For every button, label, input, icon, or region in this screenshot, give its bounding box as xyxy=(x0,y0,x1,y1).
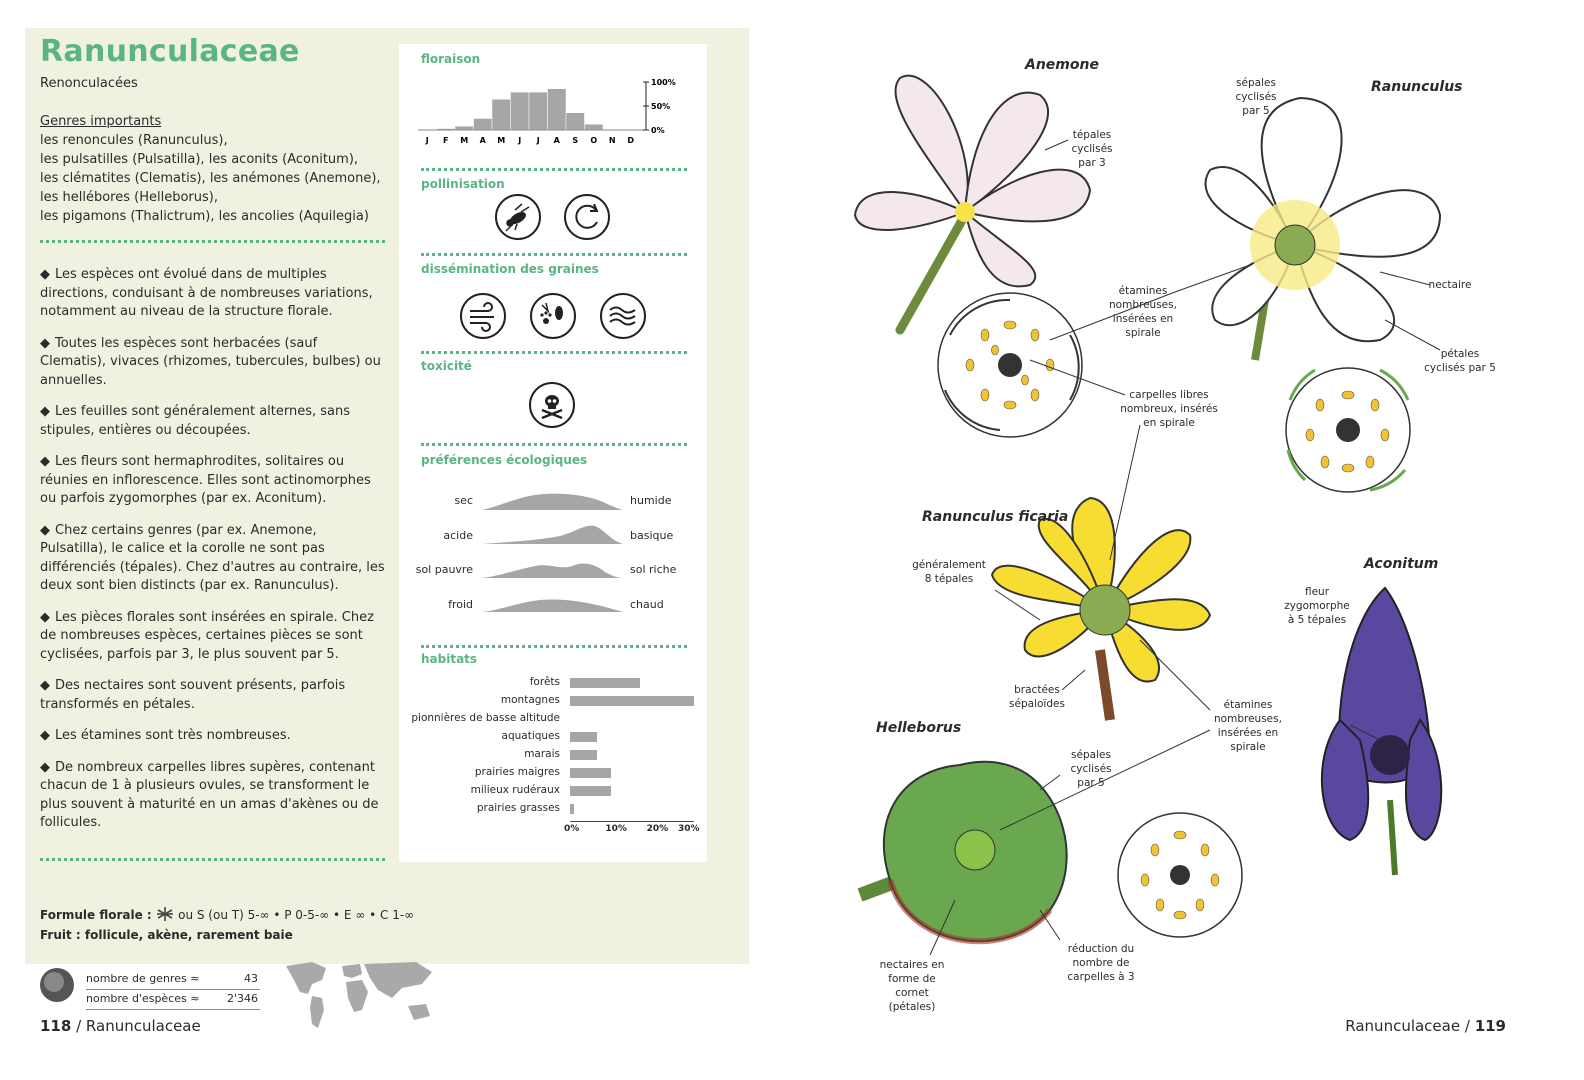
label-etamines: étamines nombreuses, insérées en spirale xyxy=(1109,285,1177,339)
flowering-bar xyxy=(529,92,548,130)
species-label-aconitum: Aconitum xyxy=(1364,556,1439,572)
stats-species-row: nombre d'espèces ≈ 2'346 xyxy=(86,992,260,1010)
eco-left-label: froid xyxy=(448,598,473,611)
genera-heading: Genres importants xyxy=(40,114,162,129)
flowering-month-label: O xyxy=(590,136,598,145)
habitat-label: aquatiques xyxy=(501,730,560,742)
wind-icon xyxy=(460,293,506,339)
flowering-y-label: 100% xyxy=(651,78,676,87)
trait-item: ◆ Toutes les espèces sont herbacées (sauf Clematis), vivaces (rhizomes, tubercules, bulbes) ou annuelles. xyxy=(40,335,381,388)
toxicity-heading: toxicité xyxy=(421,359,472,373)
ranunculus-flower xyxy=(1206,98,1440,360)
habitat-tick-label: 0% xyxy=(564,824,580,834)
eco-right-label: humide xyxy=(630,494,672,507)
trait-item: ◆ Chez certains genres (par ex. Anemone, Pulsatilla), le calice et la corolle ne sont pas différenciés (tépales). Chez d'autres au contraire, les deux sont bien distincts (par ex. Ranunculus). xyxy=(40,522,385,593)
habitat-bar xyxy=(570,750,597,760)
habitat-tick-label: 10% xyxy=(605,824,627,834)
divider xyxy=(421,645,687,648)
label-etamines-2: étamines nombreuses, insérées en spirale xyxy=(1214,699,1282,753)
trait-item: ◆ Des nectaires sont souvent présents, parfois transformés en pétales. xyxy=(40,678,346,712)
habitat-bar xyxy=(570,786,611,796)
flowering-month-label: N xyxy=(608,136,616,145)
divider xyxy=(40,858,385,861)
flowering-month-label: D xyxy=(627,136,635,145)
eco-right-label: chaud xyxy=(630,598,664,611)
flowering-chart xyxy=(418,76,688,146)
genera-line: les hellébores (Helleborus), xyxy=(40,190,218,205)
label-nectaire: nectaire xyxy=(1428,279,1472,291)
dissemination-heading: dissémination des graines xyxy=(421,262,599,276)
habitat-label: forêts xyxy=(529,676,560,688)
anemone-floral-diagram xyxy=(938,293,1082,437)
habitats-heading: habitats xyxy=(421,652,478,666)
label-sepales-5b: sépales cyclisés par 5 xyxy=(1070,749,1112,789)
divider xyxy=(421,351,687,354)
eco-right-label: basique xyxy=(630,529,674,542)
flowering-month-label: M xyxy=(497,136,506,145)
habitat-bar xyxy=(570,804,574,814)
divider xyxy=(421,253,687,256)
habitat-bar xyxy=(570,768,611,778)
trait-item: ◆ Les fleurs sont hermaphrodites, solitaires ou réunies en inflorescence. Elles sont actinomorphes ou parfois zygomorphes (par ex. Aconitum). xyxy=(40,454,371,506)
flowering-month-label: J xyxy=(536,136,540,145)
species-label-ficaria: Ranunculus ficaria xyxy=(922,509,1069,525)
ranunculus-floral-diagram xyxy=(1286,368,1410,492)
formula-text: ou S (ou T) 5-∞ • P 0-5-∞ • E ∞ • C 1-∞ xyxy=(178,908,415,922)
divider xyxy=(421,168,687,171)
ecology-heading: préférences écologiques xyxy=(421,453,588,467)
habitat-label: prairies grasses xyxy=(476,802,560,814)
habitat-bar xyxy=(570,678,640,688)
trait-item: ◆ Les espèces ont évolué dans de multiples directions, conduisant à de nombreuses variations, notamment au niveau de la structure florale. xyxy=(40,267,373,319)
habitat-axis xyxy=(570,821,694,822)
animal-icon xyxy=(530,293,576,339)
eco-curve-humidity xyxy=(482,494,623,510)
label-fleur-zygomorphe: fleur zygomorphe à 5 tépales xyxy=(1284,586,1350,626)
eco-left-label: sol pauvre xyxy=(415,563,473,576)
habitat-bar xyxy=(570,696,694,706)
habitat-bar xyxy=(570,732,597,742)
label-petales-5: pétales cyclisés par 5 xyxy=(1424,348,1496,374)
habitat-label: pionnières de basse altitude xyxy=(411,712,560,724)
family-subtitle: Renonculacées xyxy=(40,76,138,91)
flowering-heading: floraison xyxy=(421,52,481,66)
flowering-month-label: A xyxy=(479,136,486,145)
globe-highlight xyxy=(44,972,64,992)
flowering-bar xyxy=(548,89,567,130)
water-icon xyxy=(600,293,646,339)
trait-item: ◆ Les pièces florales sont insérées en spirale. Chez de nombreuses espèces, certaines pièces se sont cyclisées, parfois par 3, le plus souvent par 5. xyxy=(40,609,374,662)
formula-label: Formule florale : xyxy=(40,908,152,922)
ecology-curves xyxy=(480,486,625,616)
label-tepales-3: tépales cyclisés par 3 xyxy=(1071,129,1113,169)
label-tepales-8: généralement 8 tépales xyxy=(912,559,986,585)
world-map-icon xyxy=(282,958,440,1034)
eco-curve-temperature xyxy=(482,600,623,613)
habitat-label: prairies maigres xyxy=(474,766,560,778)
habitat-label: montagnes xyxy=(500,694,560,706)
flowering-month-label: M xyxy=(460,136,469,145)
label-carpelles: carpelles libres nombreux, insérés en spirale xyxy=(1120,389,1218,429)
divider xyxy=(421,443,687,446)
botanical-illustrations xyxy=(800,40,1560,1030)
helleborus-floral-diagram xyxy=(1118,813,1242,937)
fruit-line: Fruit : follicule, akène, rarement baie xyxy=(40,928,293,942)
flowering-bar xyxy=(455,126,474,130)
eco-curve-ph xyxy=(482,526,623,544)
habitat-tick-label: 20% xyxy=(646,824,669,834)
actinomorphic-icon xyxy=(156,906,174,922)
flowering-bar xyxy=(585,124,604,130)
genera-line: les clématites (Clematis), les anémones (Anemone), xyxy=(40,171,381,186)
flowering-y-label: 50% xyxy=(651,102,671,111)
flowering-y-label: 0% xyxy=(651,126,665,135)
eco-right-label: sol riche xyxy=(630,563,677,576)
trait-item: ◆ Les étamines sont très nombreuses. xyxy=(40,728,291,743)
label-bractees: bractées sépaloïdes xyxy=(1009,684,1065,710)
genera-line: les pulsatilles (Pulsatilla), les aconits (Aconitum), xyxy=(40,152,359,167)
genera-line: les renoncules (Ranunculus), xyxy=(40,133,228,148)
flowering-month-label: S xyxy=(572,136,579,145)
eco-curve-nutrients xyxy=(482,564,623,578)
species-label-anemone: Anemone xyxy=(1025,57,1099,73)
eco-left-label: sec xyxy=(454,494,473,507)
stats-genera-row: nombre de genres ≈ 43 xyxy=(86,972,260,990)
flowering-month-label: J xyxy=(518,136,522,145)
label-nectaires-cornet: nectaires en forme de cornet (pétales) xyxy=(879,959,945,1013)
eco-left-label: acide xyxy=(443,529,473,542)
flowering-month-label: J xyxy=(425,136,429,145)
family-title: Ranunculaceae xyxy=(40,34,300,69)
aconitum-flower xyxy=(1322,588,1441,875)
traits-list xyxy=(40,266,385,846)
folio-left: 118 / Ranunculaceae xyxy=(40,1017,201,1035)
habitat-label: milieux rudéraux xyxy=(470,784,560,796)
flowering-month-label: A xyxy=(553,136,560,145)
genera-line: les pigamons (Thalictrum), les ancolies (Aquilegia) xyxy=(40,209,369,224)
flowering-bar xyxy=(566,113,585,130)
self-pollination-icon xyxy=(564,194,610,240)
trait-item: ◆ De nombreux carpelles libres supères, contenant chacun de 1 à plusieurs ovules, se transforment le plus souvent à maturité en un amas d'akènes ou de follicules. xyxy=(40,759,379,830)
divider xyxy=(40,240,385,243)
habitat-label: marais xyxy=(524,748,560,760)
label-sepales-5: sépales cyclisés par 5 xyxy=(1235,77,1277,117)
flowering-bar xyxy=(511,92,530,130)
insect-icon xyxy=(495,194,541,240)
flowering-bar xyxy=(492,99,511,130)
habitat-tick-label: 30% xyxy=(678,824,700,834)
anemone-flower xyxy=(855,76,1090,330)
species-label-ranunculus: Ranunculus xyxy=(1371,79,1463,95)
genera-block xyxy=(40,112,390,226)
flowering-month-label: F xyxy=(443,136,449,145)
label-reduction-carpelles: réduction du nombre de carpelles à 3 xyxy=(1067,943,1135,983)
helleborus-flower xyxy=(860,762,1067,942)
folio-right: Ranunculaceae / 119 xyxy=(1345,1017,1506,1035)
skull-icon xyxy=(529,382,575,428)
species-label-helleborus: Helleborus xyxy=(876,720,962,736)
pollination-heading: pollinisation xyxy=(421,177,505,191)
formula-line xyxy=(40,906,460,922)
trait-item: ◆ Les feuilles sont généralement alternes, sans stipules, entières ou découpées. xyxy=(40,404,351,438)
flowering-bar xyxy=(474,118,493,130)
